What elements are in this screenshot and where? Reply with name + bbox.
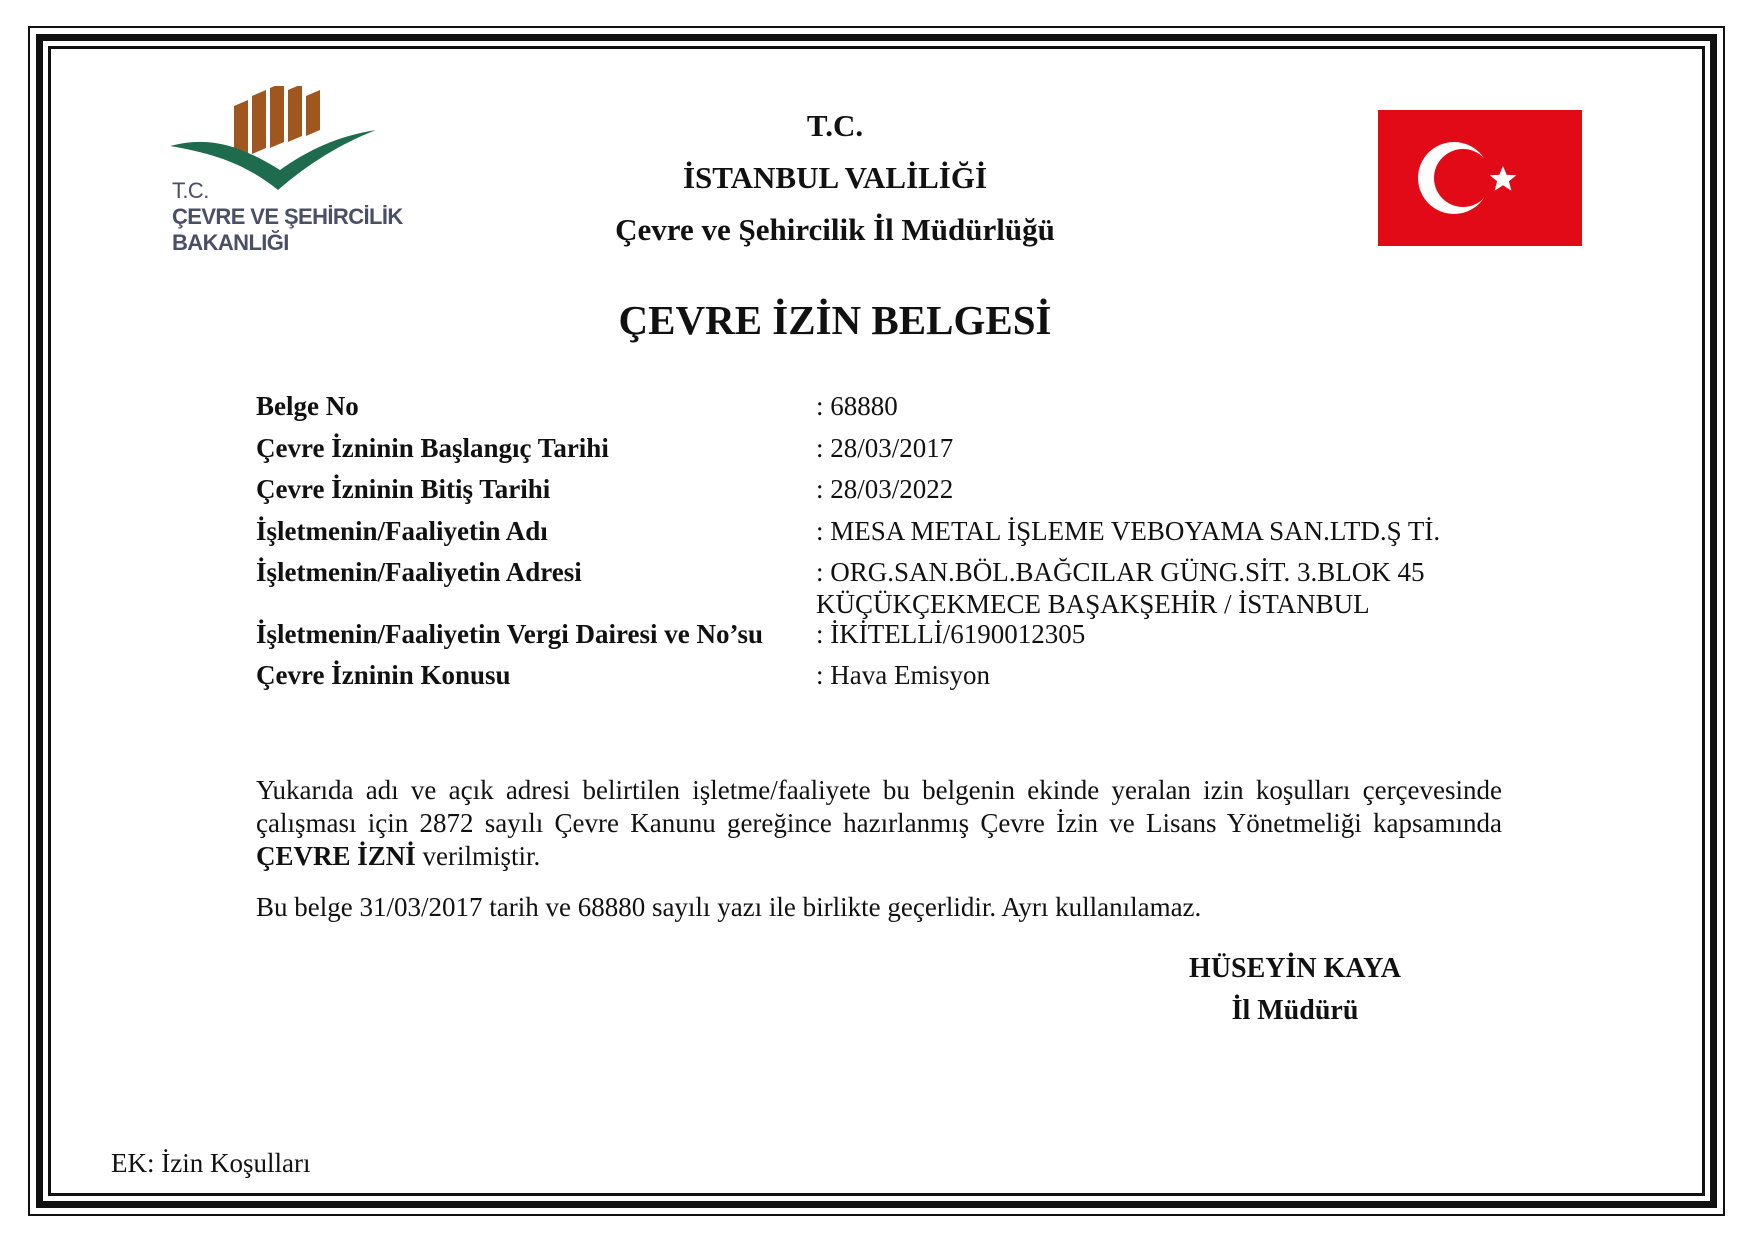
header-tc: T.C. bbox=[806, 108, 864, 143]
field-label-start-date: Çevre İzninin Başlangıç Tarihi bbox=[256, 433, 609, 463]
logo-line-bakanligi: BAKANLIĞI bbox=[172, 230, 289, 255]
logo-line-ministry: ÇEVRE VE ŞEHİRCİLİK bbox=[172, 204, 403, 229]
field-label-business-name: İşletmenin/Faaliyetin Adı bbox=[256, 516, 548, 546]
field-label-tax-office: İşletmenin/Faaliyetin Vergi Dairesi ve No’su bbox=[256, 619, 763, 649]
permit-statement-text: Yukarıda adı ve açık adresi belirtilen işletme/faaliyete bu belgenin ekinde yeralan izin koşulları çerçevesinde çalışması için 2872 sayılı Çevre Kanunu gereğince hazırlanmış Çevre İzin ve Lisans Yönetmeliği kapsamında bbox=[256, 775, 1502, 838]
header-governorship: İSTANBUL VALİLİĞİ bbox=[682, 160, 988, 195]
permit-statement-bold: ÇEVRE İZNİ bbox=[256, 841, 416, 871]
signatory-name: HÜSEYİN KAYA bbox=[1189, 953, 1401, 984]
field-label-end-date: Çevre İzninin Bitiş Tarihi bbox=[256, 474, 551, 504]
field-value-tax-office: : İKİTELLİ/6190012305 bbox=[816, 619, 1086, 649]
field-value-business-address-line2: KÜÇÜKÇEKMECE BAŞAKŞEHİR / İSTANBUL bbox=[816, 589, 1370, 619]
permit-statement bbox=[256, 774, 1502, 873]
annex-note: EK: İzin Koşulları bbox=[111, 1148, 311, 1178]
field-value-business-name: : MESA METAL İŞLEME VEBOYAMA SAN.LTD.Ş Tİ. bbox=[816, 516, 1441, 546]
field-label-business-address: İşletmenin/Faaliyetin Adresi bbox=[256, 557, 582, 587]
field-value-end-date: : 28/03/2022 bbox=[816, 474, 954, 504]
field-value-start-date: : 28/03/2017 bbox=[816, 433, 954, 463]
validity-statement: Bu belge 31/03/2017 tarih ve 68880 sayılı yazı ile birlikte geçerlidir. Ayrı kullanılamaz. bbox=[256, 892, 1202, 922]
field-label-permit-subject: Çevre İzninin Konusu bbox=[256, 660, 511, 690]
signatory-title: İl Müdürü bbox=[1231, 995, 1359, 1026]
field-value-permit-subject: : Hava Emisyon bbox=[816, 660, 990, 690]
permit-statement-end: verilmiştir. bbox=[415, 841, 541, 871]
field-value-document-no: : 68880 bbox=[816, 391, 898, 421]
document-title: ÇEVRE İZİN BELGESİ bbox=[618, 297, 1052, 343]
field-value-business-address: : ORG.SAN.BÖL.BAĞCILAR GÜNG.SİT. 3.BLOK 45 bbox=[816, 557, 1425, 587]
logo-line-tc: T.C. bbox=[172, 178, 209, 203]
header-directorate: Çevre ve Şehircilik İl Müdürlüğü bbox=[615, 212, 1055, 247]
field-label-document-no: Belge No bbox=[256, 391, 359, 421]
